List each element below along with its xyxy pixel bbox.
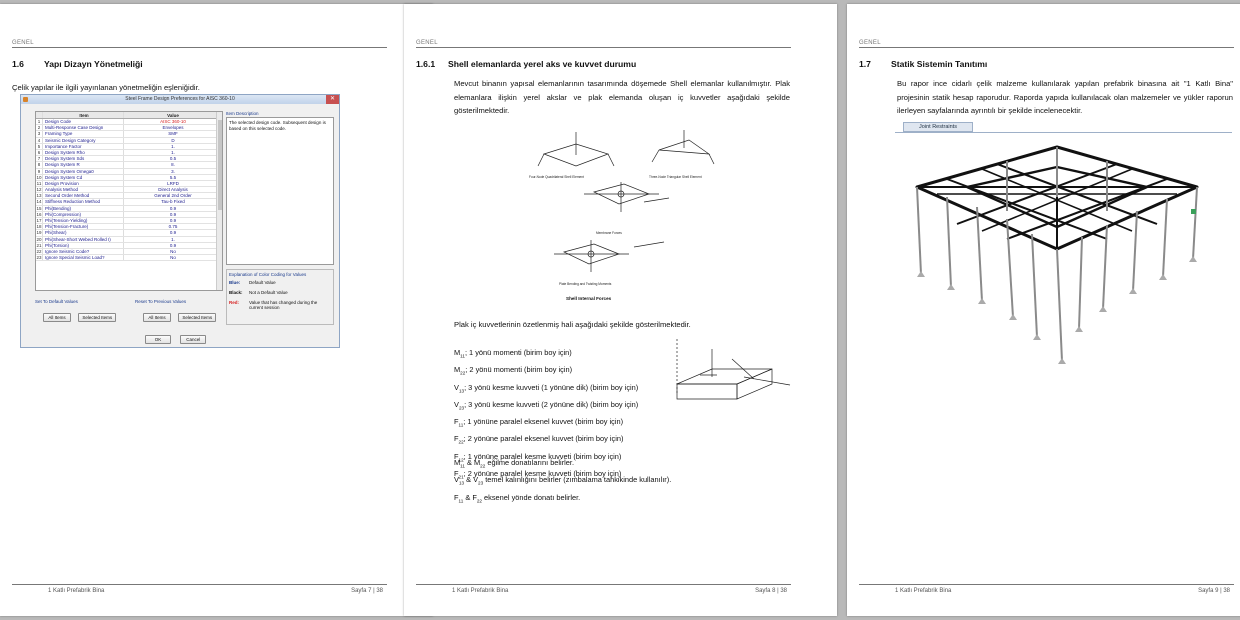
row-item: Ignore Seismic Code?: [43, 249, 124, 254]
row-number: 1: [36, 119, 43, 124]
row-number: 5: [36, 144, 43, 149]
row-value[interactable]: 1.: [171, 143, 175, 149]
section-number: 1.6.1: [416, 59, 436, 69]
row-item: Phi(Shear): [43, 230, 124, 235]
note-bending-reinforcement: $M_{11}$ & $M_{22}$ eğilme donatılarını belirler.: [454, 458, 575, 469]
list-item: $F_{12}$; 1 yönüne paralel kesme kuvveti (birim boy için): [454, 451, 622, 463]
row-item: Stiffness Reduction Method: [43, 199, 124, 204]
grid-scrollbar[interactable]: [216, 112, 222, 290]
row-number: 16: [36, 211, 42, 217]
section-heading: [416, 59, 636, 69]
list-item: $M_{22}$; 2 yönü momenti (birim boy için): [454, 365, 573, 376]
red-text: Value that has changed during the current session: [249, 300, 318, 310]
row-item: Analysis Method: [43, 187, 124, 192]
row-value[interactable]: LRFD: [167, 180, 179, 186]
section-heading: [12, 59, 143, 69]
row-value[interactable]: 0.9: [169, 218, 177, 223]
row-value[interactable]: 8.: [171, 162, 175, 168]
row-value[interactable]: 0.9: [169, 242, 177, 248]
row-item: Design System R: [43, 162, 124, 167]
summary-paragraph: Plak iç kuvvetlerinin özetlenmiş hali aşağıdaki şekilde gösterilmektedir.: [454, 320, 691, 329]
section-number: 1.7: [859, 59, 871, 69]
list-item: $F_{21}$; 2 yönüne paralel kesme kuvveti (birim boy için): [454, 468, 622, 480]
page-header: GENEL: [12, 40, 387, 48]
row-number: 11: [36, 180, 42, 186]
row-item: Phi(Shear-Short Webed Rolled I): [43, 237, 124, 242]
row-value[interactable]: SMF: [168, 131, 178, 137]
grid-header: [36, 112, 222, 119]
structure-3d-model: [907, 139, 1207, 364]
symbol-notes: [454, 456, 671, 508]
row-item: Phi(Torsion): [43, 243, 124, 248]
section-title: Statik Sistemin Tanıtımı: [891, 59, 988, 69]
row-number: 17: [36, 218, 42, 223]
row-number: 13: [36, 193, 42, 199]
plate-forces-diagram: [672, 339, 797, 419]
row-value[interactable]: 3.: [171, 168, 175, 174]
row-value[interactable]: Direct Analysis: [158, 187, 188, 193]
row-number: 21: [36, 242, 42, 248]
row-number: 10: [36, 174, 42, 180]
red-label: Red:: [229, 300, 239, 305]
footer-project: 1 Katlı Prefabrik Bina: [895, 588, 952, 594]
row-item: Design System Sds: [43, 156, 124, 161]
page-footer: [416, 584, 791, 594]
row-value[interactable]: 0.9: [169, 230, 177, 236]
default-all-items-button[interactable]: All Items: [43, 313, 71, 322]
row-item: Phi(Bending): [43, 206, 124, 211]
default-selected-items-button[interactable]: Selected Items: [78, 313, 116, 322]
row-value[interactable]: D: [171, 137, 175, 143]
joint-restraints-tab[interactable]: Joint Restraints: [903, 122, 973, 132]
row-item: Phi(Compression): [43, 212, 124, 217]
row-item: Multi-Response Case Design: [43, 125, 124, 130]
row-value[interactable]: No: [170, 255, 176, 261]
color-coding-panel: [226, 269, 334, 325]
row-item: Framing Type: [43, 131, 124, 136]
row-number: 18: [36, 224, 42, 230]
reset-all-items-button[interactable]: All Items: [143, 313, 171, 322]
row-value[interactable]: Tau-b Fixed: [161, 199, 185, 205]
row-number: 15: [36, 205, 42, 211]
axis-indicator: [1191, 209, 1196, 214]
list-item: $M_{11}$; 1 yönü momenti (birim boy için): [454, 348, 572, 359]
preferences-grid[interactable]: [35, 111, 223, 291]
set-default-group: [35, 299, 123, 325]
black-label: Black:: [229, 290, 243, 295]
set-default-label: Set To Default Values: [35, 299, 78, 304]
row-number: 12: [36, 187, 42, 193]
note-foundation-thickness: $V_{13}$ & $V_{23}$ temel kalınlığını belirler (zımbalama tahkikinde kullanılır).: [454, 475, 672, 486]
row-number: 6: [36, 150, 43, 155]
note-axial-reinforcement: $F_{11}$ & $F_{22}$ eksenel yönde donatı belirler.: [454, 492, 581, 503]
page-header: GENEL: [416, 40, 791, 48]
desc-text: The selected design code. Subsequent design is based on this selected code.: [226, 117, 334, 265]
close-icon[interactable]: ✕: [326, 95, 339, 104]
scroll-thumb[interactable]: [218, 120, 222, 210]
row-value[interactable]: General 2nd Order: [154, 193, 192, 199]
row-value[interactable]: 5.5: [169, 174, 177, 180]
row-item: Design System Cd: [43, 175, 124, 180]
row-item: Phi(Tension-Yielding): [43, 218, 124, 223]
tri-caption: Three-Node Triangular Shell Element: [649, 175, 702, 179]
section-title: Yapı Dizayn Yönetmeliği: [44, 59, 143, 69]
reset-previous-label: Reset To Previous Values: [135, 299, 187, 304]
intro-paragraph: Bu rapor ince cidarlı çelik malzeme kullanılarak yapılan prefabrik binasına ait "1 Katlı Bina" projesinin statik hesap raporudur. Raporda yapıda kullanılacak olan malzemeler ve yükler raporun ilerleyen sayfalarında ayrıntılı bir şekilde incelenecektir.: [897, 79, 1233, 116]
row-item: Design System Omega0: [43, 169, 124, 174]
col-item-header: Item: [43, 112, 124, 118]
reset-previous-group: [135, 299, 223, 325]
tab-underline: [895, 132, 1232, 133]
row-value[interactable]: Envelopes: [162, 125, 184, 131]
page-header: GENEL: [859, 40, 1234, 48]
list-item: $F_{11}$; 1 yönüne paralel eksenel kuvvet (birim boy için): [454, 417, 624, 428]
section-number: 1.6: [12, 59, 24, 69]
row-item: Design Provision: [43, 181, 124, 186]
list-item: $F_{22}$; 2 yönüne paralel eksenel kuvvet (birim boy için): [454, 434, 624, 445]
row-number: 22: [36, 248, 42, 254]
supports: [917, 256, 1197, 364]
section-heading: [859, 59, 987, 69]
row-value[interactable]: 0.75: [168, 224, 178, 230]
row-item: Phi(Tension-Fracture): [43, 224, 124, 229]
row-number: 3: [36, 131, 43, 136]
app-icon: [23, 97, 28, 102]
list-item: $V_{23}$; 3 yönü kesme kuvveti (2 yönüne dik) (birim boy için): [454, 399, 639, 411]
row-item: Ignore Special Seismic Load?: [43, 255, 124, 260]
row-value[interactable]: AISC 360-10: [160, 119, 186, 124]
page-footer: [859, 584, 1234, 594]
row-item: Second Order Method: [43, 193, 124, 198]
footer-project: 1 Katlı Prefabrik Bina: [452, 588, 509, 594]
footer-page-number: Sayfa 9 | 38: [1198, 588, 1230, 594]
document-page-8: [404, 4, 837, 616]
row-number: 7: [36, 156, 43, 161]
dialog-actions: [145, 335, 214, 344]
item-description-panel: [226, 111, 334, 267]
section-title: Shell elemanlarda yerel aks ve kuvvet durumu: [448, 59, 637, 69]
ok-button[interactable]: OK: [145, 335, 171, 344]
footer-page-number: Sayfa 7 | 38: [351, 588, 383, 594]
expl-title: Explanation of Color Coding for Values: [229, 272, 307, 277]
page-footer: [12, 584, 387, 594]
desc-title: Item Description: [226, 111, 259, 116]
row-value[interactable]: 1.: [171, 149, 175, 155]
intro-paragraph: Mevcut binanın yapısal elemanlarının tasarımında döşemede Shell elemanlar kullanılmıştır. Plak elemanlara ilişkin yerel akslar ve plak elemanda oluşan iç kuvvetler aşağıdaki şekilde gösterilmektedir.: [454, 79, 790, 116]
document-page-7: [0, 4, 433, 616]
col-value-header: Value: [167, 113, 179, 118]
quad-caption: Four-Node Quadrilateral Shell Element: [529, 175, 584, 179]
reset-selected-items-button[interactable]: Selected Items: [178, 313, 216, 322]
footer-project: 1 Katlı Prefabrik Bina: [48, 588, 105, 594]
row-value[interactable]: 0.9: [169, 211, 177, 217]
table-row[interactable]: [36, 255, 222, 261]
dialog-titlebar: [21, 95, 339, 104]
intro-text: Çelik yapılar ile ilgili yayınlanan yönetmeliğin eşleniğidir.: [12, 83, 200, 92]
row-number: 8: [36, 162, 43, 167]
cancel-button[interactable]: Cancel: [180, 335, 206, 344]
row-value[interactable]: No: [170, 248, 176, 254]
membrane-caption: Membrane Forces: [596, 231, 622, 235]
row-value[interactable]: 1.: [171, 236, 175, 242]
row-number: 4: [36, 138, 43, 143]
row-number: 9: [36, 169, 43, 174]
dialog-title: Steel Frame Design Preferences for AISC 360-10: [125, 96, 235, 102]
design-preferences-dialog: [20, 94, 340, 348]
row-number: 19: [36, 230, 42, 236]
row-value[interactable]: 0.5: [169, 156, 177, 162]
grid-rows: [36, 119, 222, 261]
shell-element-axes-figure: [524, 122, 724, 307]
blue-text: Default Value: [249, 280, 276, 285]
row-item: Importance Factor: [43, 144, 124, 149]
list-item: $V_{13}$; 3 yönü kesme kuvveti (1 yönüne dik) (birim boy için): [454, 382, 639, 393]
row-item: Seismic Design Category: [43, 138, 124, 143]
black-text: Not a Default Value: [249, 290, 288, 295]
row-item: Design Code: [43, 119, 124, 124]
row-value[interactable]: 0.9: [169, 205, 177, 211]
row-number: 2: [36, 125, 43, 130]
blue-label: Blue:: [229, 280, 241, 285]
row-item: Design System Rho: [43, 150, 124, 155]
document-page-9: [847, 4, 1240, 616]
internal-forces-caption: Shell Internal Forces: [566, 296, 612, 301]
bending-caption: Plate Bending and Twisting Moments: [559, 282, 612, 286]
row-number: 23: [36, 255, 42, 261]
row-number: 14: [36, 199, 42, 205]
row-number: 20: [36, 236, 42, 242]
columns: [917, 147, 1197, 361]
footer-page-number: Sayfa 8 | 38: [755, 588, 787, 594]
